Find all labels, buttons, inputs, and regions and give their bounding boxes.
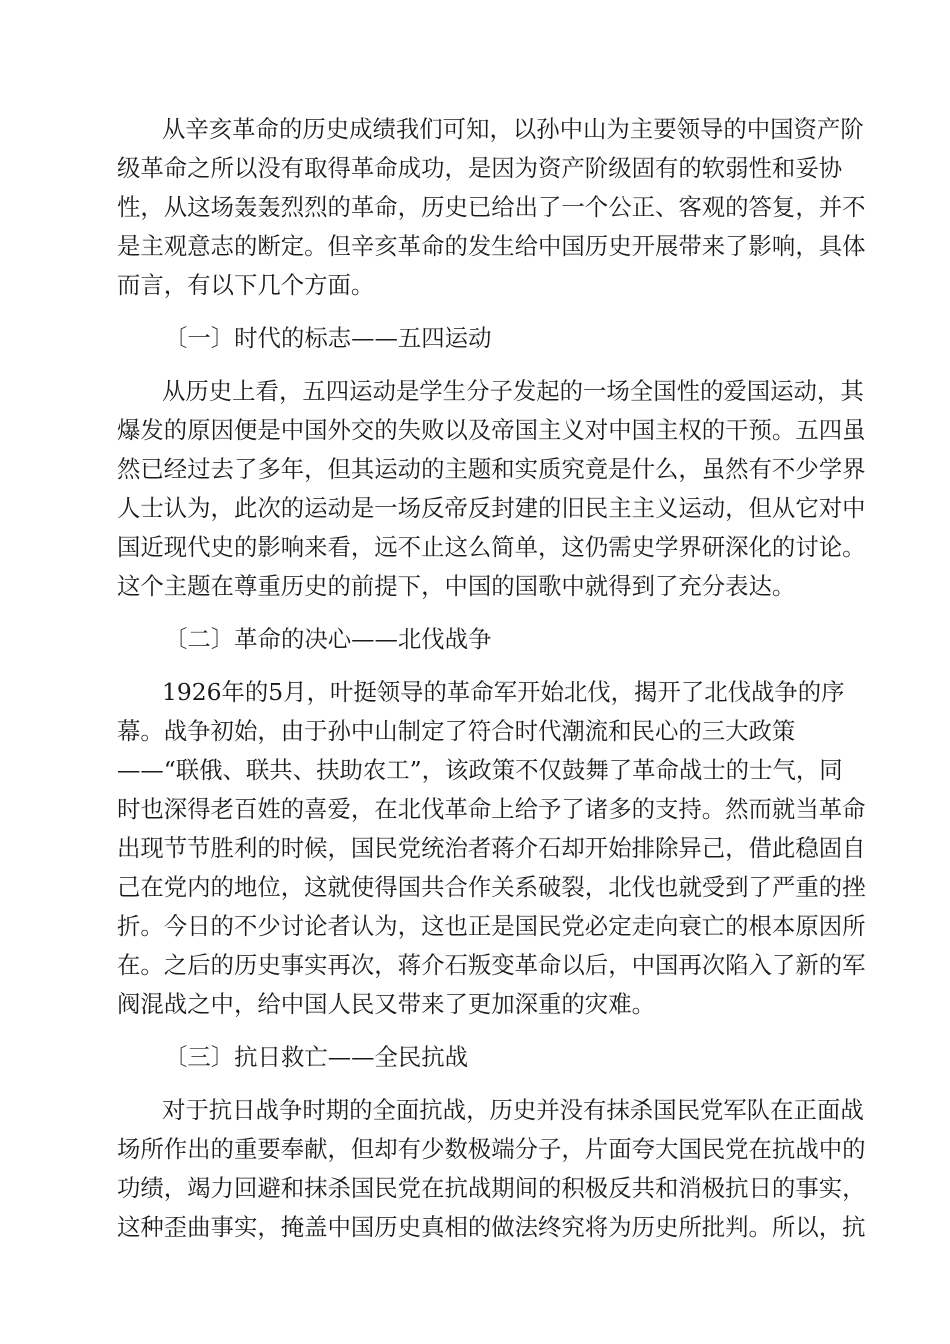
paragraph-1-line-3: 性，从这场轰轰烈烈的革命，历史已给出了一个公正、客观的答复，并不 [117,193,866,221]
paragraph-4-line-4: 这种歪曲事实，掩盖中国历史真相的做法终究将为历史所批判。所以，抗 [117,1213,866,1241]
paragraph-3-line-9: 阀混战之中，给中国人民又带来了更加深重的灾难。 [117,990,655,1018]
paragraph-3-line-7: 折。今日的不少讨论者认为，这也正是国民党必定走向衰亡的根本原因所 [117,912,866,940]
paragraph-2-line-5: 国近现代史的影响来看，远不止这么简单，这仍需史学界研深化的讨论。 [117,533,866,561]
paragraph-4-line-2: 场所作出的重要奉献，但却有少数极端分子，片面夸大国民党在抗战中的 [117,1135,866,1163]
paragraph-3-line-3: ——“联俄、联共、扶助农工”，该政策不仅鼓舞了革命战士的士气，同 [117,756,843,784]
paragraph-4-line-1: 对于抗日战争时期的全面抗战，历史并没有抹杀国民党军队在正面战 [162,1096,864,1124]
paragraph-3-line-2: 幕。战争初始，由于孙中山制定了符合时代潮流和民心的三大政策 [117,717,796,745]
paragraph-3-line-4: 时也深得老百姓的喜爱，在北伐革命上给予了诸多的支持。然而就当革命 [117,795,866,823]
paragraph-2-line-2: 爆发的原因便是中国外交的失败以及帝国主义对中国主权的干预。五四虽 [117,416,866,444]
paragraph-1-line-4: 是主观意志的断定。但辛亥革命的发生给中国历史开展带来了影响，具体 [117,232,866,260]
paragraph-2-line-3: 然已经过去了多年，但其运动的主题和实质究竟是什么，虽然有不少学界 [117,455,866,483]
paragraph-1-line-5: 而言，有以下几个方面。 [117,271,375,299]
section-heading-3: 〔三〕抗日救亡——全民抗战 [164,1043,469,1071]
paragraph-2-line-4: 人士认为，此次的运动是一场反帝反封建的旧民主主义运动，但从它对中 [117,494,866,522]
section-heading-2: 〔二〕革命的决心——北伐战争 [164,625,492,653]
section-heading-1: 〔一〕时代的标志——五四运动 [164,324,492,352]
paragraph-2-line-1: 从历史上看，五四运动是学生分子发起的一场全国性的爱国运动，其 [162,377,864,405]
paragraph-4-line-3: 功绩，竭力回避和抹杀国民党在抗战期间的积极反共和消极抗日的事实， [117,1174,866,1202]
paragraph-3-line-1: 1926年的5月，叶挺领导的革命军开始北伐，揭开了北伐战争的序 [162,678,845,706]
paragraph-3-line-6: 己在党内的地位，这就使得国共合作关系破裂，北伐也就受到了严重的挫 [117,873,866,901]
paragraph-1-line-2: 级革命之所以没有取得革命成功，是因为资产阶级固有的软弱性和妥协 [117,154,843,182]
paragraph-3-line-5: 出现节节胜利的时候，国民党统治者蒋介石却开始排除异己，借此稳固自 [117,834,866,862]
paragraph-1-line-1: 从辛亥革命的历史成绩我们可知，以孙中山为主要领导的中国资产阶 [162,115,864,143]
paragraph-2-line-6: 这个主题在尊重历史的前提下，中国的国歌中就得到了充分表达。 [117,572,796,600]
paragraph-3-line-8: 在。之后的历史事实再次，蒋介石叛变革命以后，中国再次陷入了新的军 [117,951,866,979]
